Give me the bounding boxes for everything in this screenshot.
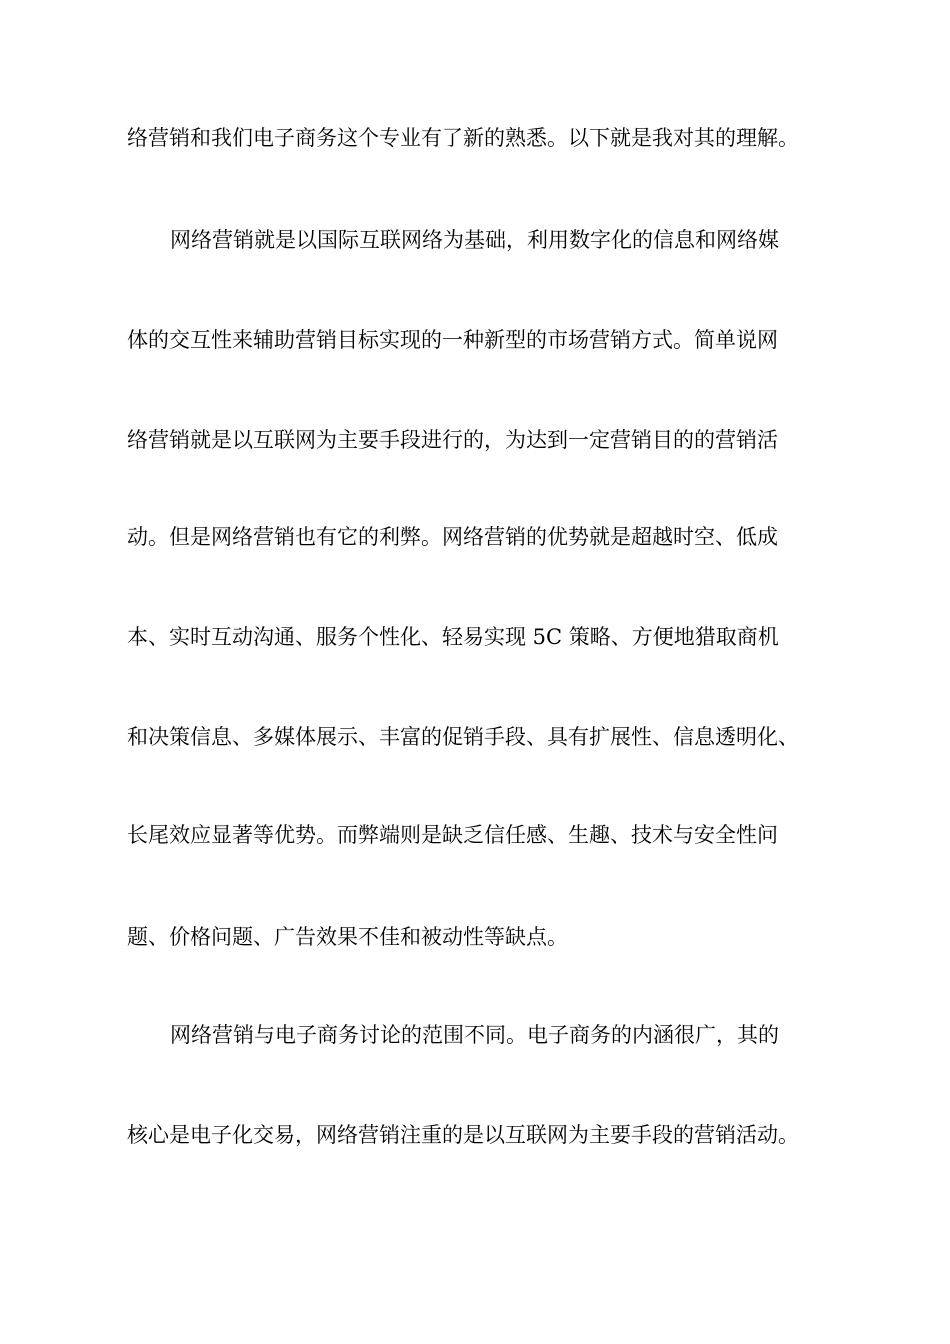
- paragraph-line: 络营销和我们电子商务这个专业有了新的熟悉。以下就是我对其的理解。: [127, 126, 799, 150]
- paragraph-line: 题、价格问题、广告效果不佳和被动性等缺点。: [127, 925, 568, 949]
- paragraph-line: 动。但是网络营销也有它的利弊。网络营销的优势就是超越时空、低成: [127, 525, 778, 549]
- paragraph-line: 网络营销就是以国际互联网络为基础，利用数字化的信息和网络媒: [170, 228, 779, 252]
- paragraph-line: 本、实时互动沟通、服务个性化、轻易实现 5C 策略、方便地猎取商机: [127, 625, 779, 649]
- paragraph-line: 核心是电子化交易，网络营销注重的是以互联网为主要手段的营销活动。: [127, 1123, 799, 1147]
- paragraph-line: 长尾效应显著等优势。而弊端则是缺乏信任感、生趣、技术与安全性问: [127, 823, 778, 847]
- paragraph-line: 和决策信息、多媒体展示、丰富的促销手段、具有扩展性、信息透明化、: [127, 725, 799, 749]
- paragraph-line: 络营销就是以互联网为主要手段进行的，为达到一定营销目的的营销活: [127, 428, 778, 452]
- paragraph-line: 体的交互性来辅助营销目标实现的一种新型的市场营销方式。简单说网: [127, 328, 778, 352]
- paragraph-line: 网络营销与电子商务讨论的范围不同。电子商务的内涵很广，其的: [170, 1023, 779, 1047]
